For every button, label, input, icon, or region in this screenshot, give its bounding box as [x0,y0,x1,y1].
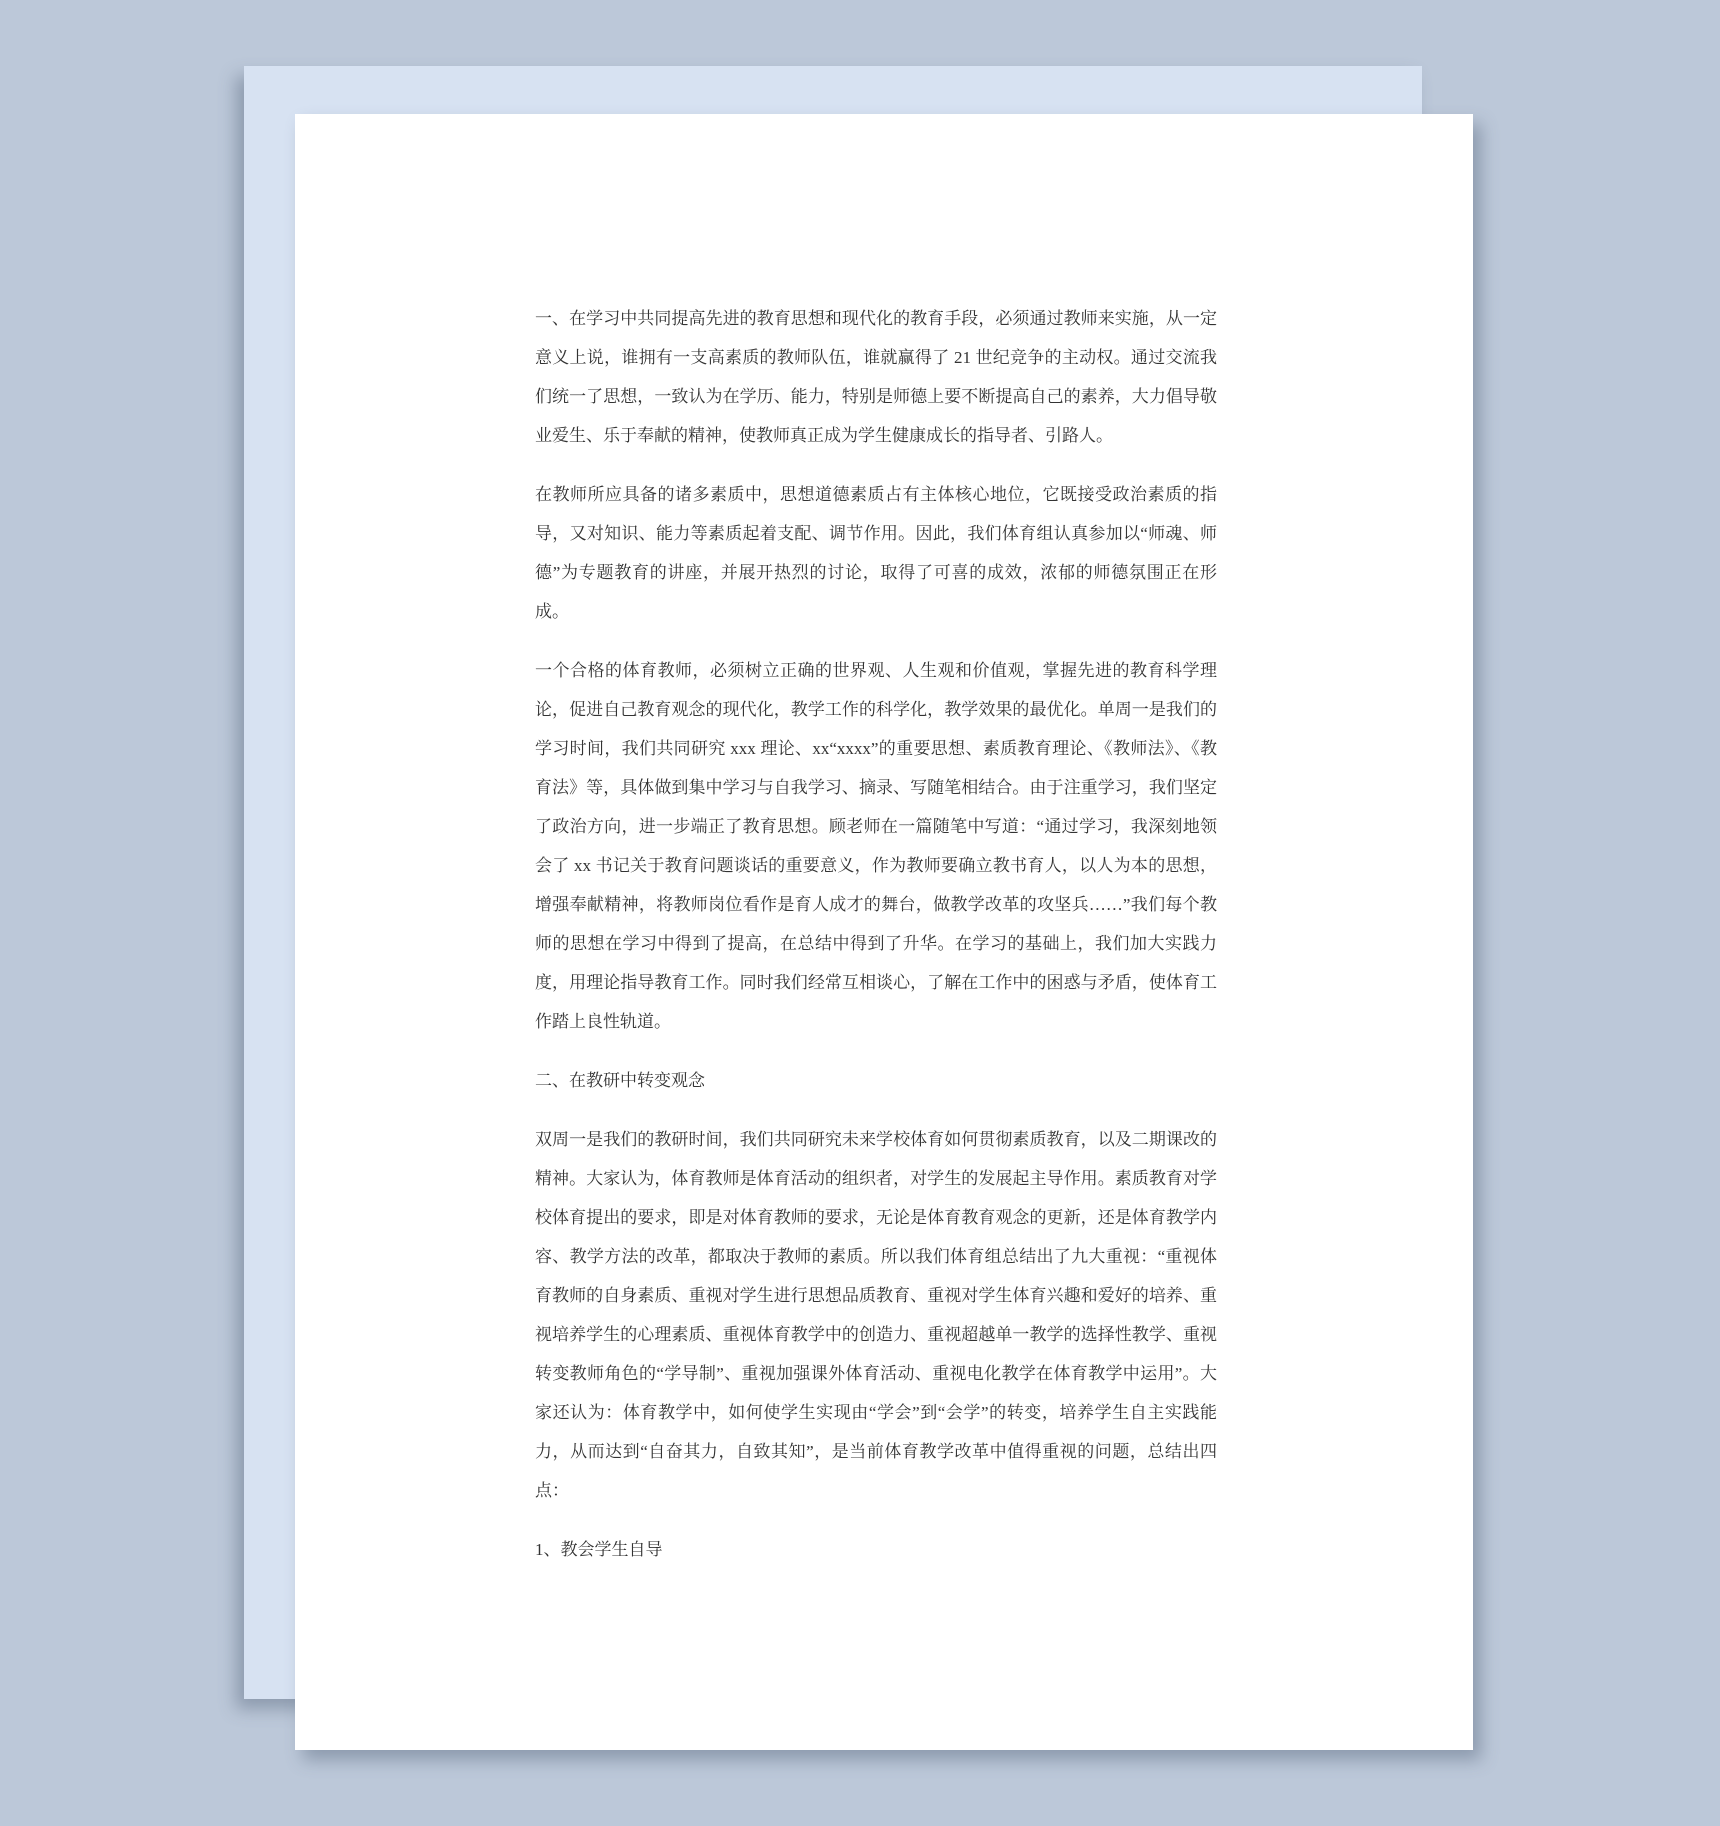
paragraph-section-1-study: 一、在学习中共同提高先进的教育思想和现代化的教育手段，必须通过教师来实施，从一定意义上说，谁拥有一支高素质的教师队伍，谁就赢得了 21 世纪竞争的主动权。通过交流我们统一了思想，一致认为在学历、能力，特别是师德上要不断提高自己的素养，大力倡导敬业爱生、乐于奉献的精神，使教师真正成为学生健康成长的指导者、引路人。 [535,309,1217,445]
document-body [535,299,1217,1569]
paragraph-teaching-research: 双周一是我们的教研时间，我们共同研究未来学校体育如何贯彻素质教育，以及二期课改的精神。大家认为，体育教师是体育活动的组织者，对学生的发展起主导作用。素质教育对学校体育提出的要求，即是对体育教师的要求，无论是体育教育观念的更新，还是体育教学内容、教学方法的改革，都取决于教师的素质。所以我们体育组总结出了九大重视：“重视体育教师的自身素质、重视对学生进行思想品质教育、重视对学生体育兴趣和爱好的培养、重视培养学生的心理素质、重视体育教学中的创造力、重视超越单一教学的选择性教学、重视转变教师角色的“学导制”、重视加强课外体育活动、重视电化教学在体育教学中运用”。大家还认为：体育教学中，如何使学生实现由“学会”到“会学”的转变，培养学生自主实践能力，从而达到“自奋其力，自致其知”，是当前体育教学改革中值得重视的问题，总结出四点： [535,1130,1217,1500]
list-heading-1: 1、教会学生自导 [535,1540,663,1559]
paragraph-teacher-morality: 在教师所应具备的诸多素质中，思想道德素质占有主体核心地位，它既接受政治素质的指导，又对知识、能力等素质起着支配、调节作用。因此，我们体育组认真参加以“师魂、师德”为专题教育的讲座，并展开热烈的讨论，取得了可喜的成效，浓郁的师德氛围正在形成。 [535,485,1217,621]
paragraph-qualified-pe-teacher: 一个合格的体育教师，必须树立正确的世界观、人生观和价值观，掌握先进的教育科学理论，促进自己教育观念的现代化，教学工作的科学化，教学效果的最优化。单周一是我们的学习时间，我们共同研究 xxx 理论、xx“xxxx”的重要思想、素质教育理论、《教师法》、《教育法》等，具体做到集中学习与自我学习、摘录、写随笔相结合。由于注重学习，我们坚定了政治方向，进一步端正了教育思想。顾老师在一篇随笔中写道：“通过学习，我深刻地领会了 xx 书记关于教育问题谈话的重要意义，作为教师要确立教书育人，以人为本的思想，增强奉献精神，将教师岗位看作是育人成才的舞台，做教学改革的攻坚兵……”我们每个教师的思想在学习中得到了提高，在总结中得到了升华。在学习的基础上，我们加大实践力度，用理论指导教育工作。同时我们经常互相谈心，了解在工作中的困惑与矛盾，使体育工作踏上良性轨道。 [535,661,1217,1031]
section-heading-2: 二、在教研中转变观念 [535,1071,705,1090]
document-page [295,114,1473,1750]
